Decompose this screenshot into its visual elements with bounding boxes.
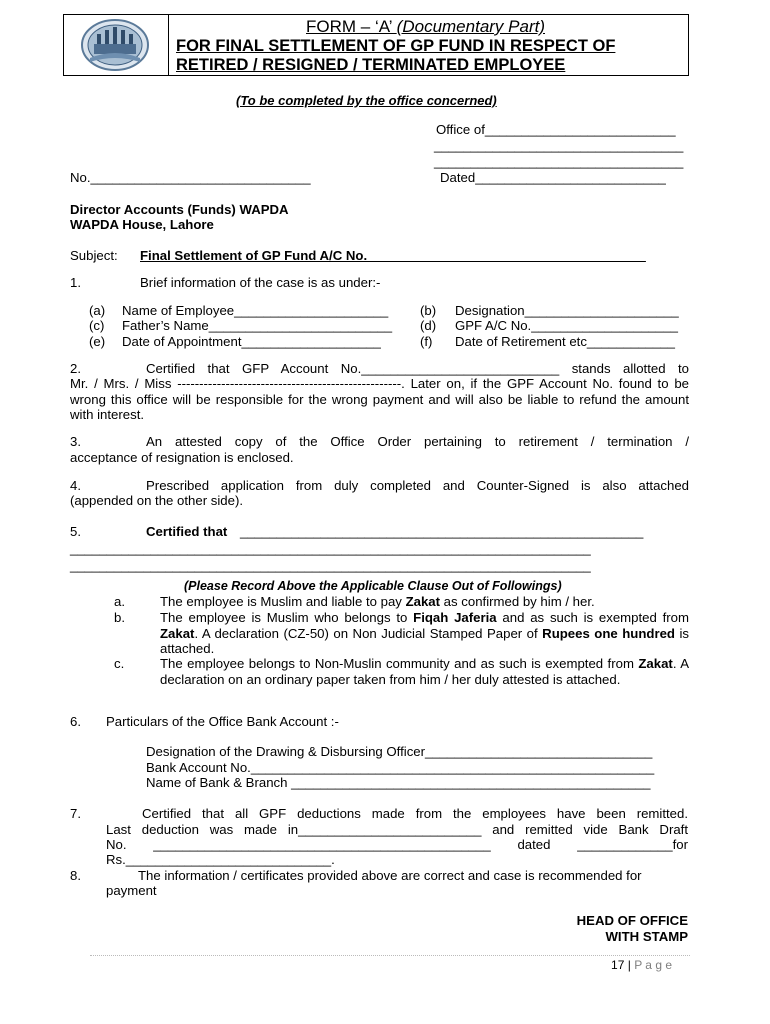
reference-no-field: No.______________________________ <box>70 170 311 185</box>
addressee-line1: Director Accounts (Funds) WAPDA <box>70 202 289 217</box>
clause-b-text <box>160 610 689 657</box>
last-deduction-field: Last deduction was made in_________________________ and remitted vide Bank Draft <box>106 822 688 837</box>
page-footer <box>611 958 672 972</box>
subject-text: Final Settlement of GP Fund A/C No.______________________________________ <box>140 248 646 263</box>
form-title <box>306 17 545 37</box>
amount-rs-field: Rs.____________________________. <box>106 852 335 867</box>
footer-divider <box>90 955 690 956</box>
bank-branch-field: Name of Bank & Branch _________________________________________________ <box>146 775 651 790</box>
para2-line1: Certified that GFP Account No.___________________________ stands allotted to <box>146 361 689 376</box>
date-of-retirement-field: Date of Retirement etc____________ <box>455 334 675 349</box>
clause-b-part2: and as such is exempted from <box>496 610 689 625</box>
header-divider <box>168 14 169 76</box>
para6-text: Particulars of the Office Bank Account :- <box>106 714 339 729</box>
form-title-italic: (Documentary Part) <box>396 17 545 36</box>
clause-b-bold2: Zakat <box>160 625 195 641</box>
item-f-key: (f) <box>420 334 433 349</box>
para2-number: 2. <box>70 361 81 376</box>
with-stamp-label: WITH STAMP <box>605 929 688 944</box>
para8-line2: payment <box>106 883 157 898</box>
form-title-line3: RETIRED / RESIGNED / TERMINATED EMPLOYEE <box>176 56 566 74</box>
item-b-key: (b) <box>420 303 437 318</box>
certified-that-label: Certified that <box>146 524 228 539</box>
gpf-ac-no-field: GPF A/C No.____________________ <box>455 318 678 333</box>
addressee-line2: WAPDA House, Lahore <box>70 217 214 232</box>
clause-b-bold1: Fiqah Jaferia <box>413 610 497 625</box>
para8-number: 8. <box>70 868 81 883</box>
page-word: P a g e <box>634 958 672 972</box>
item-a-key: (a) <box>89 303 106 318</box>
clause-c-key: c. <box>114 656 125 671</box>
bank-draft-no-field: No. ______________________________________________ dated _____________for <box>106 837 688 852</box>
clause-b-part4: is attached. <box>160 625 690 656</box>
clause-c-part1: The employee belongs to Non-Muslin community and as such is exempted from <box>160 656 639 671</box>
item-c-key: (c) <box>89 318 105 333</box>
head-of-office-label: HEAD OF OFFICE <box>576 913 688 928</box>
para6-number: 6. <box>70 714 81 729</box>
ddo-designation-field: Designation of the Drawing & Disbursing Officer_______________________________ <box>146 744 653 759</box>
clause-b-key: b. <box>114 610 125 625</box>
form-title-line2: FOR FINAL SETTLEMENT OF GP FUND IN RESPECT OF <box>176 37 616 55</box>
para8-line1: The information / certificates provided above are correct and case is recommended for <box>138 868 642 883</box>
office-blank-line2: __________________________________ <box>434 154 684 169</box>
fathers-name-field: Father’s Name_________________________ <box>122 318 393 333</box>
para7-line1: Certified that all GPF deductions made from the employees have been remitted. <box>142 806 688 821</box>
office-of-field: Office of__________________________ <box>436 122 676 137</box>
bank-account-no-field: Bank Account No._______________________________________________________ <box>146 760 655 775</box>
para1-number: 1. <box>70 275 81 290</box>
clause-a-part1: The employee is Muslim and liable to pay <box>160 594 406 609</box>
clause-b-bold3: Rupees one hundred <box>542 625 675 641</box>
designation-field: Designation_____________________ <box>455 303 679 318</box>
para4-number: 4. <box>70 478 81 493</box>
clause-a-part2: as confirmed by him / her. <box>440 594 595 609</box>
clause-b-part1: The employee is Muslim who belongs to <box>160 610 414 625</box>
clause-a-text <box>160 594 595 609</box>
subject-label: Subject: <box>70 248 118 263</box>
para4-line1: Prescribed application from duly completed and Counter-Signed is also attached <box>146 478 689 493</box>
clause-a-key: a. <box>114 594 125 609</box>
form-subtitle: (To be completed by the office concerned) <box>236 93 497 108</box>
page-number: 17 <box>611 958 625 972</box>
certified-that-blank: _______________________________________________________ <box>240 524 644 539</box>
clause-note: (Please Record Above the Applicable Clause Out of Followings) <box>184 579 562 593</box>
para3-line2: acceptance of resignation is enclosed. <box>70 450 294 465</box>
dated-field: Dated__________________________ <box>440 170 666 185</box>
para2-text: Mr. / Mrs. / Miss ---------------------------------------------------. Later on, if the GPF Account No. found to be wrong this office will be responsible for the wrong payment and will also be liable to refund the amount with interest. <box>70 376 689 422</box>
para3-number: 3. <box>70 434 81 449</box>
wapda-logo <box>70 18 160 72</box>
clause-a-bold: Zakat <box>405 594 441 609</box>
certified-blank-line2: _______________________________________________________________________ <box>70 558 591 573</box>
item-d-key: (d) <box>420 318 437 333</box>
date-of-appointment-field: Date of Appointment___________________ <box>122 334 381 349</box>
clause-c-text <box>160 656 689 687</box>
certified-blank-line1: _______________________________________________________________________ <box>70 541 591 556</box>
clause-c-part2: . A declaration on an ordinary paper taken from him / her duly attested is attached. <box>160 656 689 687</box>
office-blank-line1: __________________________________ <box>434 138 684 153</box>
para7-number: 7. <box>70 806 81 821</box>
name-of-employee-field: Name of Employee_____________________ <box>122 303 389 318</box>
para3-line1: An attested copy of the Office Order pertaining to retirement / termination / <box>146 434 689 449</box>
para4-line2: (appended on the other side). <box>70 493 244 508</box>
para1-text: Brief information of the case is as under:- <box>140 275 381 290</box>
page-separator: | <box>624 958 635 972</box>
item-e-key: (e) <box>89 334 106 349</box>
form-title-text: FORM – ‘A’ <box>306 17 397 36</box>
clause-c-bold: Zakat <box>638 656 673 671</box>
para5-number: 5. <box>70 524 81 539</box>
clause-b-part3: . A declaration (CZ-50) on Non Judicial Stamped Paper of <box>194 625 543 641</box>
